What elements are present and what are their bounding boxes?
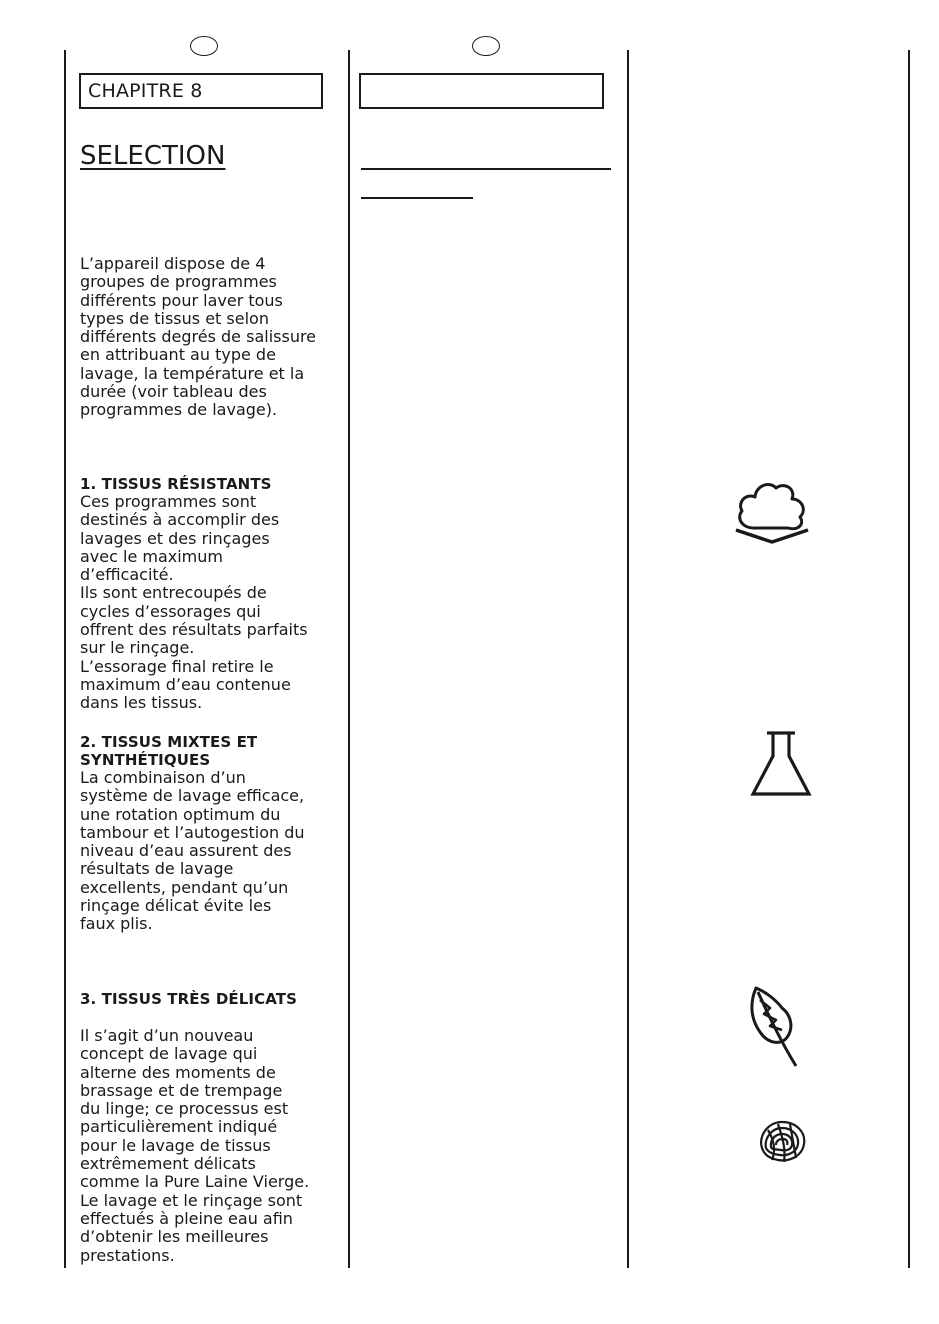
wool-icon: [756, 1118, 808, 1164]
synthetic-flask-icon: [750, 730, 812, 798]
page-title: SELECTION: [80, 141, 226, 171]
cotton-icon: [734, 480, 810, 546]
middle-title-rule: [361, 168, 611, 170]
intro-paragraph: L’appareil dispose de 4 groupes de programmes différents pour laver tous types de tissus et selon différents degrés de salissure en attribuant au type de lavage, la température et la durée (voir tableau des programmes de lavage).: [80, 254, 317, 420]
language-circle-middle: [472, 36, 500, 56]
section-heading-resistant: 1. TISSUS RÉSISTANTS: [80, 475, 272, 493]
column-divider-right: [908, 50, 910, 1268]
chapter-box-left: CHAPITRE 8: [79, 73, 323, 109]
chapter-box-middle: [359, 73, 604, 109]
section-body-very-delicate: Il s’agit d’un nouveau concept de lavage qui alterne des moments de brassage et de trempage du linge; ce processus est particulièrement indiqué pour le lavage de tissus extrêmement délicats comme la Pure Laine Vierge. Le lavage et le rinçage sont effectués à pleine eau afin d’obtenir les meilleures prestations.: [80, 1026, 310, 1265]
delicate-feather-icon: [748, 984, 800, 1070]
language-circle-left: [190, 36, 218, 56]
column-divider-left: [64, 50, 66, 1268]
section-heading-very-delicate: 3. TISSUS TRÈS DÉLICATS: [80, 990, 297, 1008]
middle-title-rule-short: [361, 197, 473, 199]
section-heading-mixed-synthetic: 2. TISSUS MIXTES ET SYNTHÉTIQUES: [80, 733, 258, 770]
column-divider-middle-left: [348, 50, 350, 1268]
section-body-resistant: Ces programmes sont destinés à accomplir des lavages et des rinçages avec le maximum d’efficacité. Ils sont entrecoupés de cycles d’essorages qui offrent des résultats parfaits sur le rinçage. L’essorage final retire le maximum d’eau contenue dans les tissus.: [80, 492, 308, 713]
column-divider-middle-right: [627, 50, 629, 1268]
section-body-mixed-synthetic: La combinaison d’un système de lavage efficace, une rotation optimum du tambour et l’autogestion du niveau d’eau assurent des résultats de lavage excellents, pendant qu’un rinçage délicat évite les faux plis.: [80, 768, 305, 934]
